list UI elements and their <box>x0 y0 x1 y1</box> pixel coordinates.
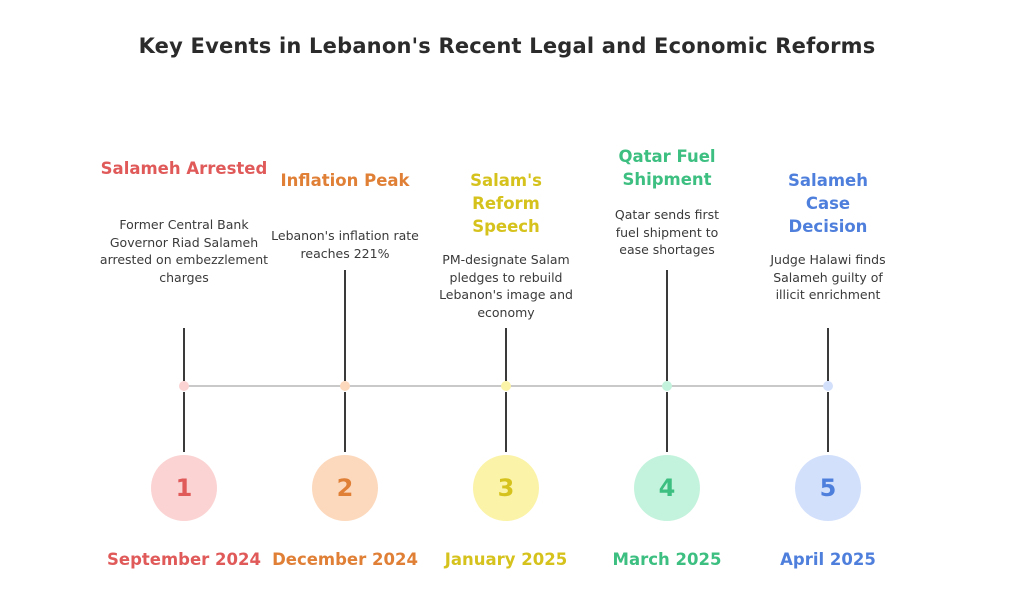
timeline-dot <box>662 381 672 391</box>
event-title: Salameh Case Decision <box>788 171 868 236</box>
event-number-circle <box>473 455 539 521</box>
event-description: PM-designate Salam pledges to rebuild Lebanon's image and economy <box>439 252 573 320</box>
event-connector-bottom <box>666 392 668 452</box>
event-date: March 2025 <box>612 550 722 569</box>
event-description: Qatar sends first fuel shipment to ease shortages <box>614 207 720 257</box>
event-number: 2 <box>336 474 354 502</box>
event-number-circle <box>634 455 700 521</box>
event-number-circle <box>151 455 217 521</box>
event-description: Judge Halawi finds Salameh guilty of illicit enrichment <box>770 252 886 302</box>
event-connector-bottom <box>505 392 507 452</box>
timeline-dot <box>501 381 511 391</box>
event-connector-top <box>505 328 507 381</box>
event-connector-top <box>344 270 346 381</box>
event-title: Salameh Arrested <box>100 159 268 178</box>
event-number: 3 <box>497 474 515 502</box>
event-title: Inflation Peak <box>280 171 410 190</box>
timeline-dot <box>179 381 189 391</box>
event-description: Lebanon's inflation rate reaches 221% <box>271 228 419 261</box>
timeline-dot <box>340 381 350 391</box>
page-title: Key Events in Lebanon's Recent Legal and Economic Reforms <box>138 34 876 58</box>
event-date: December 2024 <box>272 550 418 569</box>
event-connector-top <box>666 270 668 381</box>
event-title: Salam's Reform Speech <box>470 171 542 236</box>
event-number-circle <box>312 455 378 521</box>
event-connector-top <box>827 328 829 381</box>
event-date: September 2024 <box>107 550 261 569</box>
event-number: 5 <box>819 474 837 502</box>
event-description: Former Central Bank Governor Riad Salameh arrested on embezzlement charges <box>99 217 269 285</box>
event-connector-bottom <box>344 392 346 452</box>
event-title: Qatar Fuel Shipment <box>618 147 716 189</box>
event-date: January 2025 <box>444 550 568 569</box>
event-connector-top <box>183 328 185 381</box>
event-number: 4 <box>658 474 676 502</box>
event-connector-bottom <box>827 392 829 452</box>
timeline-dot <box>823 381 833 391</box>
event-number: 1 <box>175 474 193 502</box>
event-connector-bottom <box>183 392 185 452</box>
event-date: April 2025 <box>780 550 876 569</box>
event-number-circle <box>795 455 861 521</box>
